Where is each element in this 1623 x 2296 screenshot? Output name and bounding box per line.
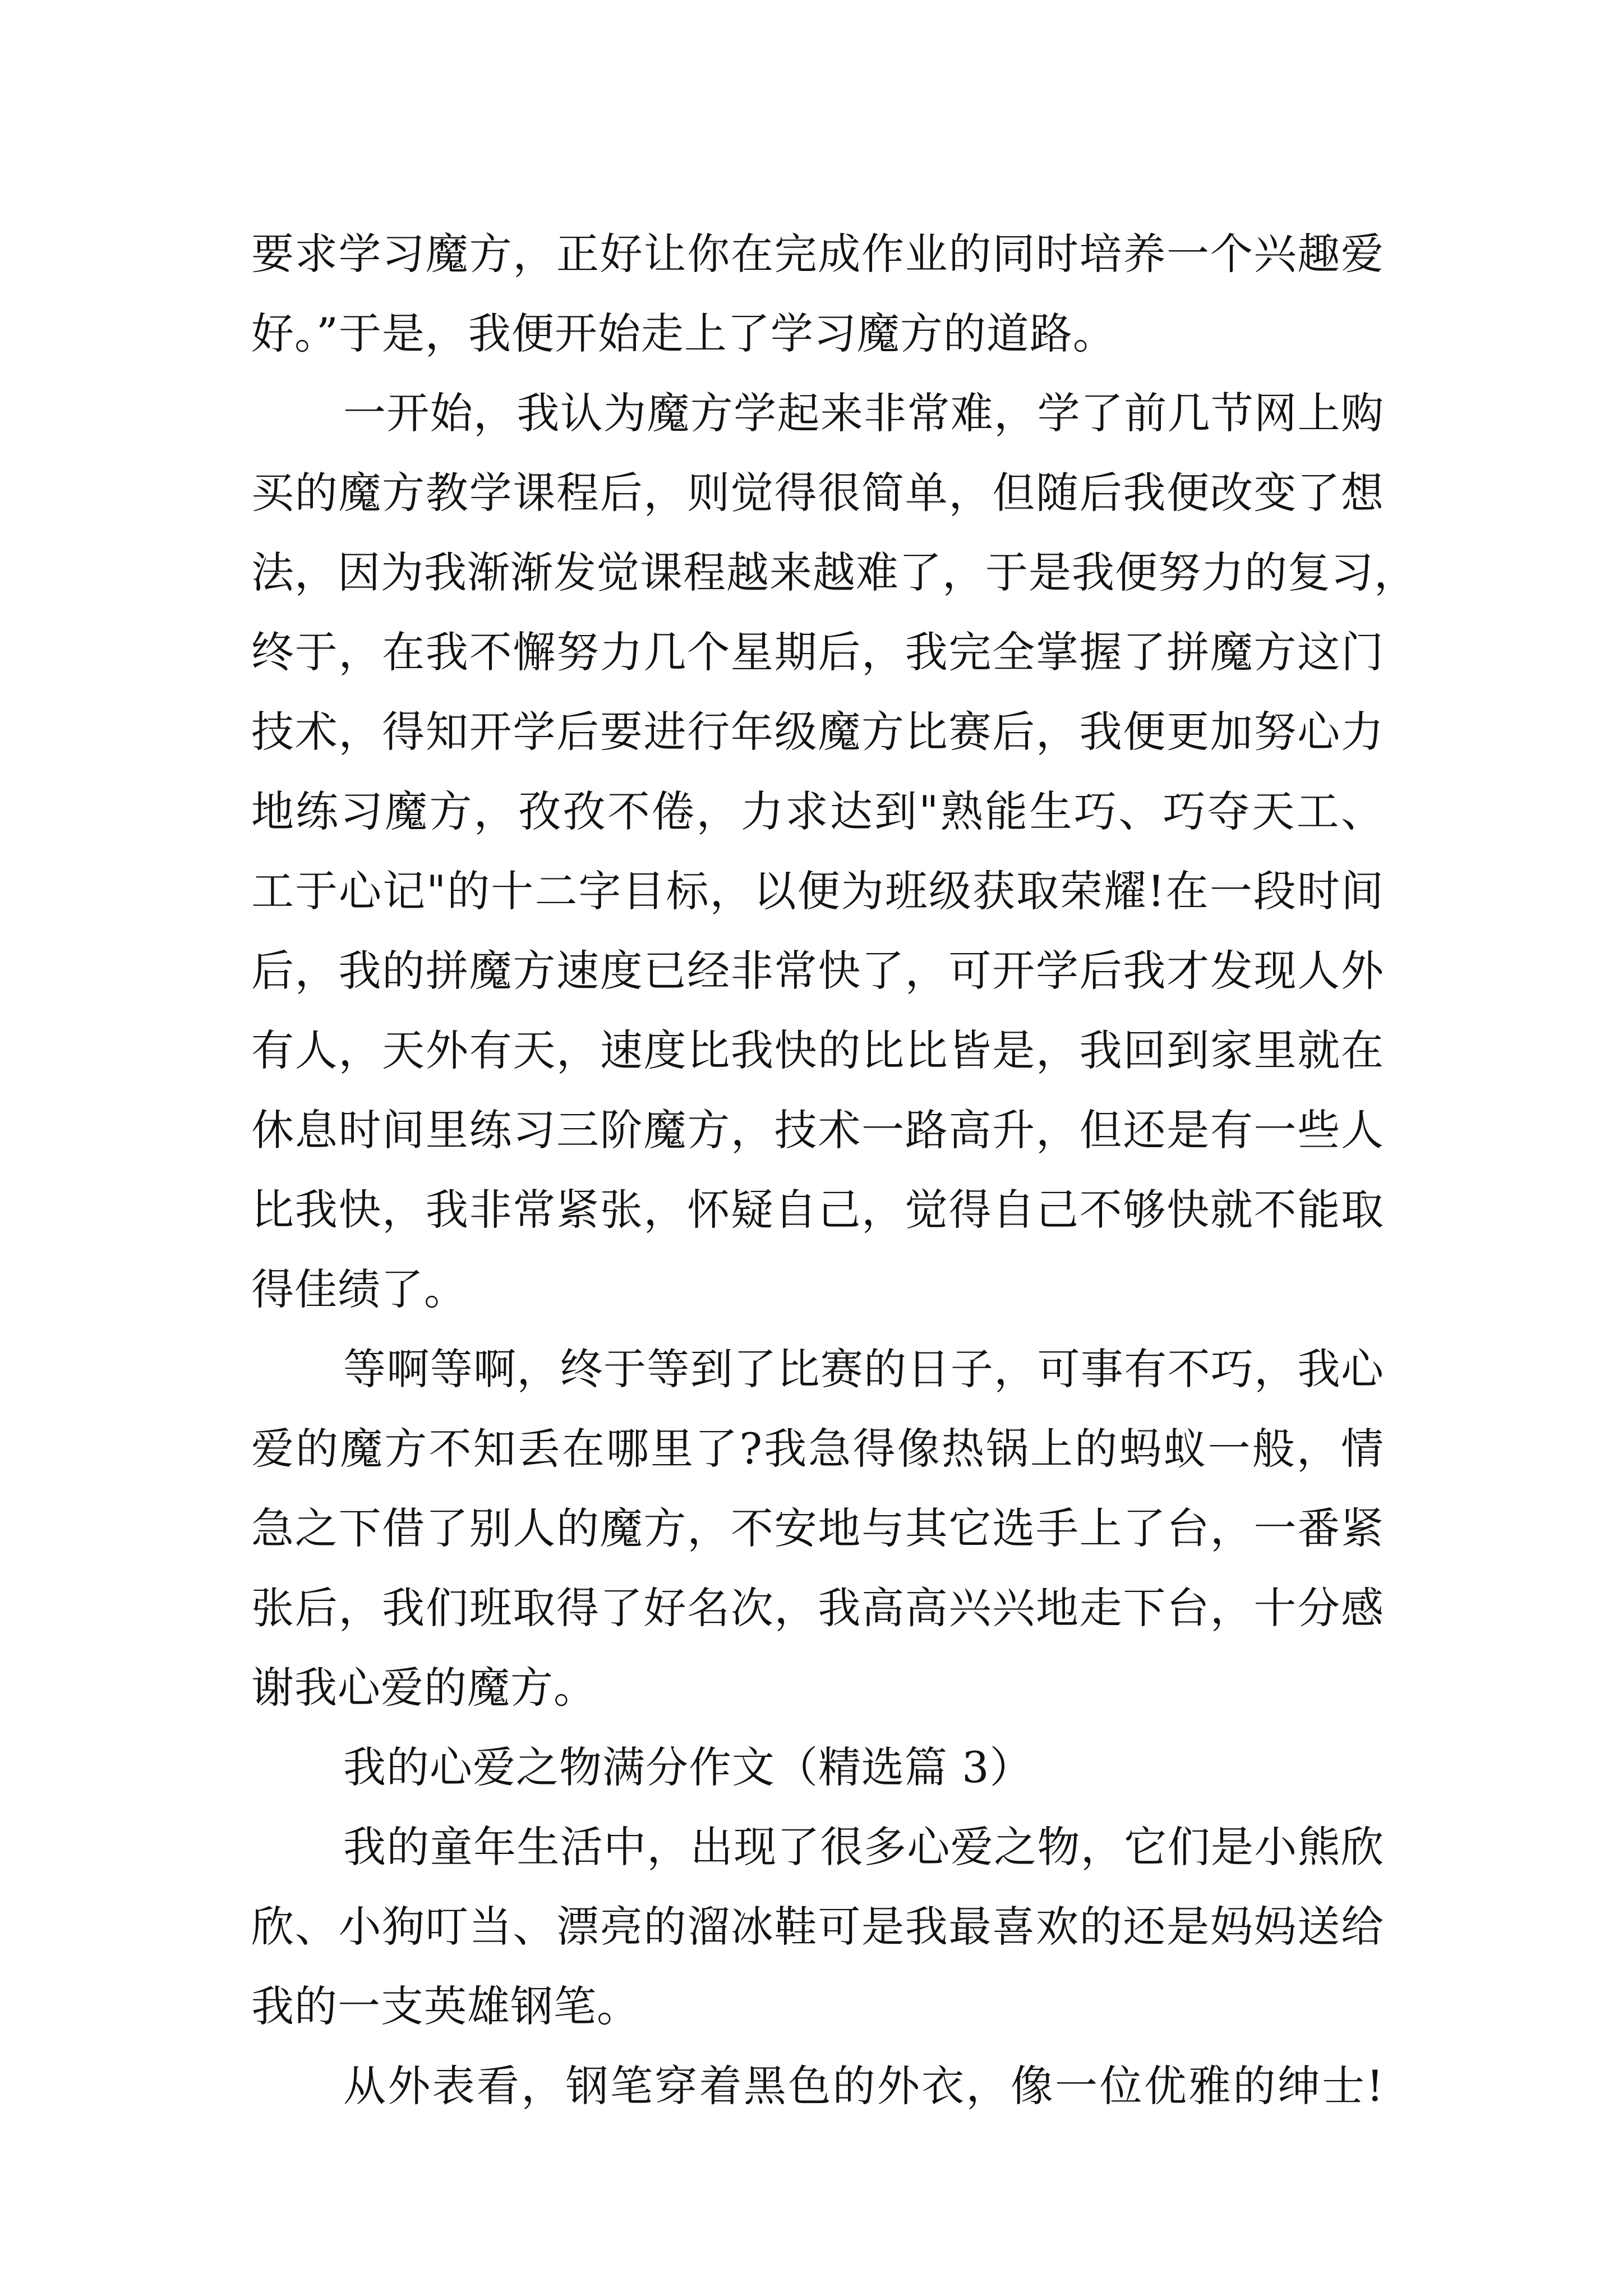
text-line: 终于，在我不懈努力几个星期后，我完全掌握了拼魔方这门	[251, 627, 1384, 677]
text-line: 欣、小狗叮当、漂亮的溜冰鞋可是我最喜欢的还是妈妈送给	[251, 1902, 1384, 1952]
text-line: 我的一支英雄钢笔。	[251, 1981, 640, 2031]
text-line: 有人，天外有天，速度比我快的比比皆是，我回到家里就在	[251, 1025, 1384, 1075]
text-line: 地练习魔方，孜孜不倦，力求达到"熟能生巧、巧夺天工、	[251, 786, 1384, 836]
text-line: 技术，得知开学后要进行年级魔方比赛后，我便更加努心力	[251, 707, 1384, 757]
text-line: 谢我心爱的魔方。	[251, 1663, 597, 1713]
text-line: 后，我的拼魔方速度已经非常快了，可开学后我才发现人外	[251, 946, 1384, 996]
text-line: 张后，我们班取得了好名次，我高高兴兴地走下台，十分感	[251, 1583, 1384, 1633]
paragraph-start-line: 我的童年生活中，出现了很多心爱之物，它们是小熊欣	[343, 1822, 1384, 1872]
text-line: 好。”于是，我便开始走上了学习魔方的道路。	[251, 309, 1116, 358]
section-heading: 我的心爱之物满分作文（精选篇 3）	[343, 1742, 1033, 1792]
text-line: 买的魔方教学课程后，则觉得很简单，但随后我便改变了想	[251, 468, 1384, 518]
paragraph-start-line: 等啊等啊，终于等到了比赛的日子，可事有不巧，我心	[343, 1344, 1384, 1394]
text-line: 爱的魔方不知丢在哪里了?我急得像热锅上的蚂蚁一般，情	[251, 1424, 1384, 1474]
text-line: 要求学习魔方，正好让你在完成作业的同时培养一个兴趣爱	[251, 229, 1384, 279]
text-line: 休息时间里练习三阶魔方，技术一路高升，但还是有一些人	[251, 1105, 1384, 1155]
essay-text	[251, 214, 1417, 2126]
paragraph-start-line: 从外表看，钢笔穿着黑色的外衣，像一位优雅的绅士!	[343, 2061, 1384, 2111]
text-line: 法，因为我渐渐发觉课程越来越难了，于是我便努力的复习，	[251, 547, 1417, 597]
text-line: 比我快，我非常紧张，怀疑自己，觉得自己不够快就不能取	[251, 1185, 1384, 1235]
paragraph-start-line: 一开始，我认为魔方学起来非常难，学了前几节网上购	[343, 388, 1384, 438]
text-line: 工于心记"的十二字目标，以便为班级获取荣耀!在一段时间	[251, 866, 1384, 916]
text-line: 得佳绩了。	[251, 1264, 467, 1314]
text-line: 急之下借了别人的魔方，不安地与其它选手上了台，一番紧	[251, 1503, 1384, 1553]
